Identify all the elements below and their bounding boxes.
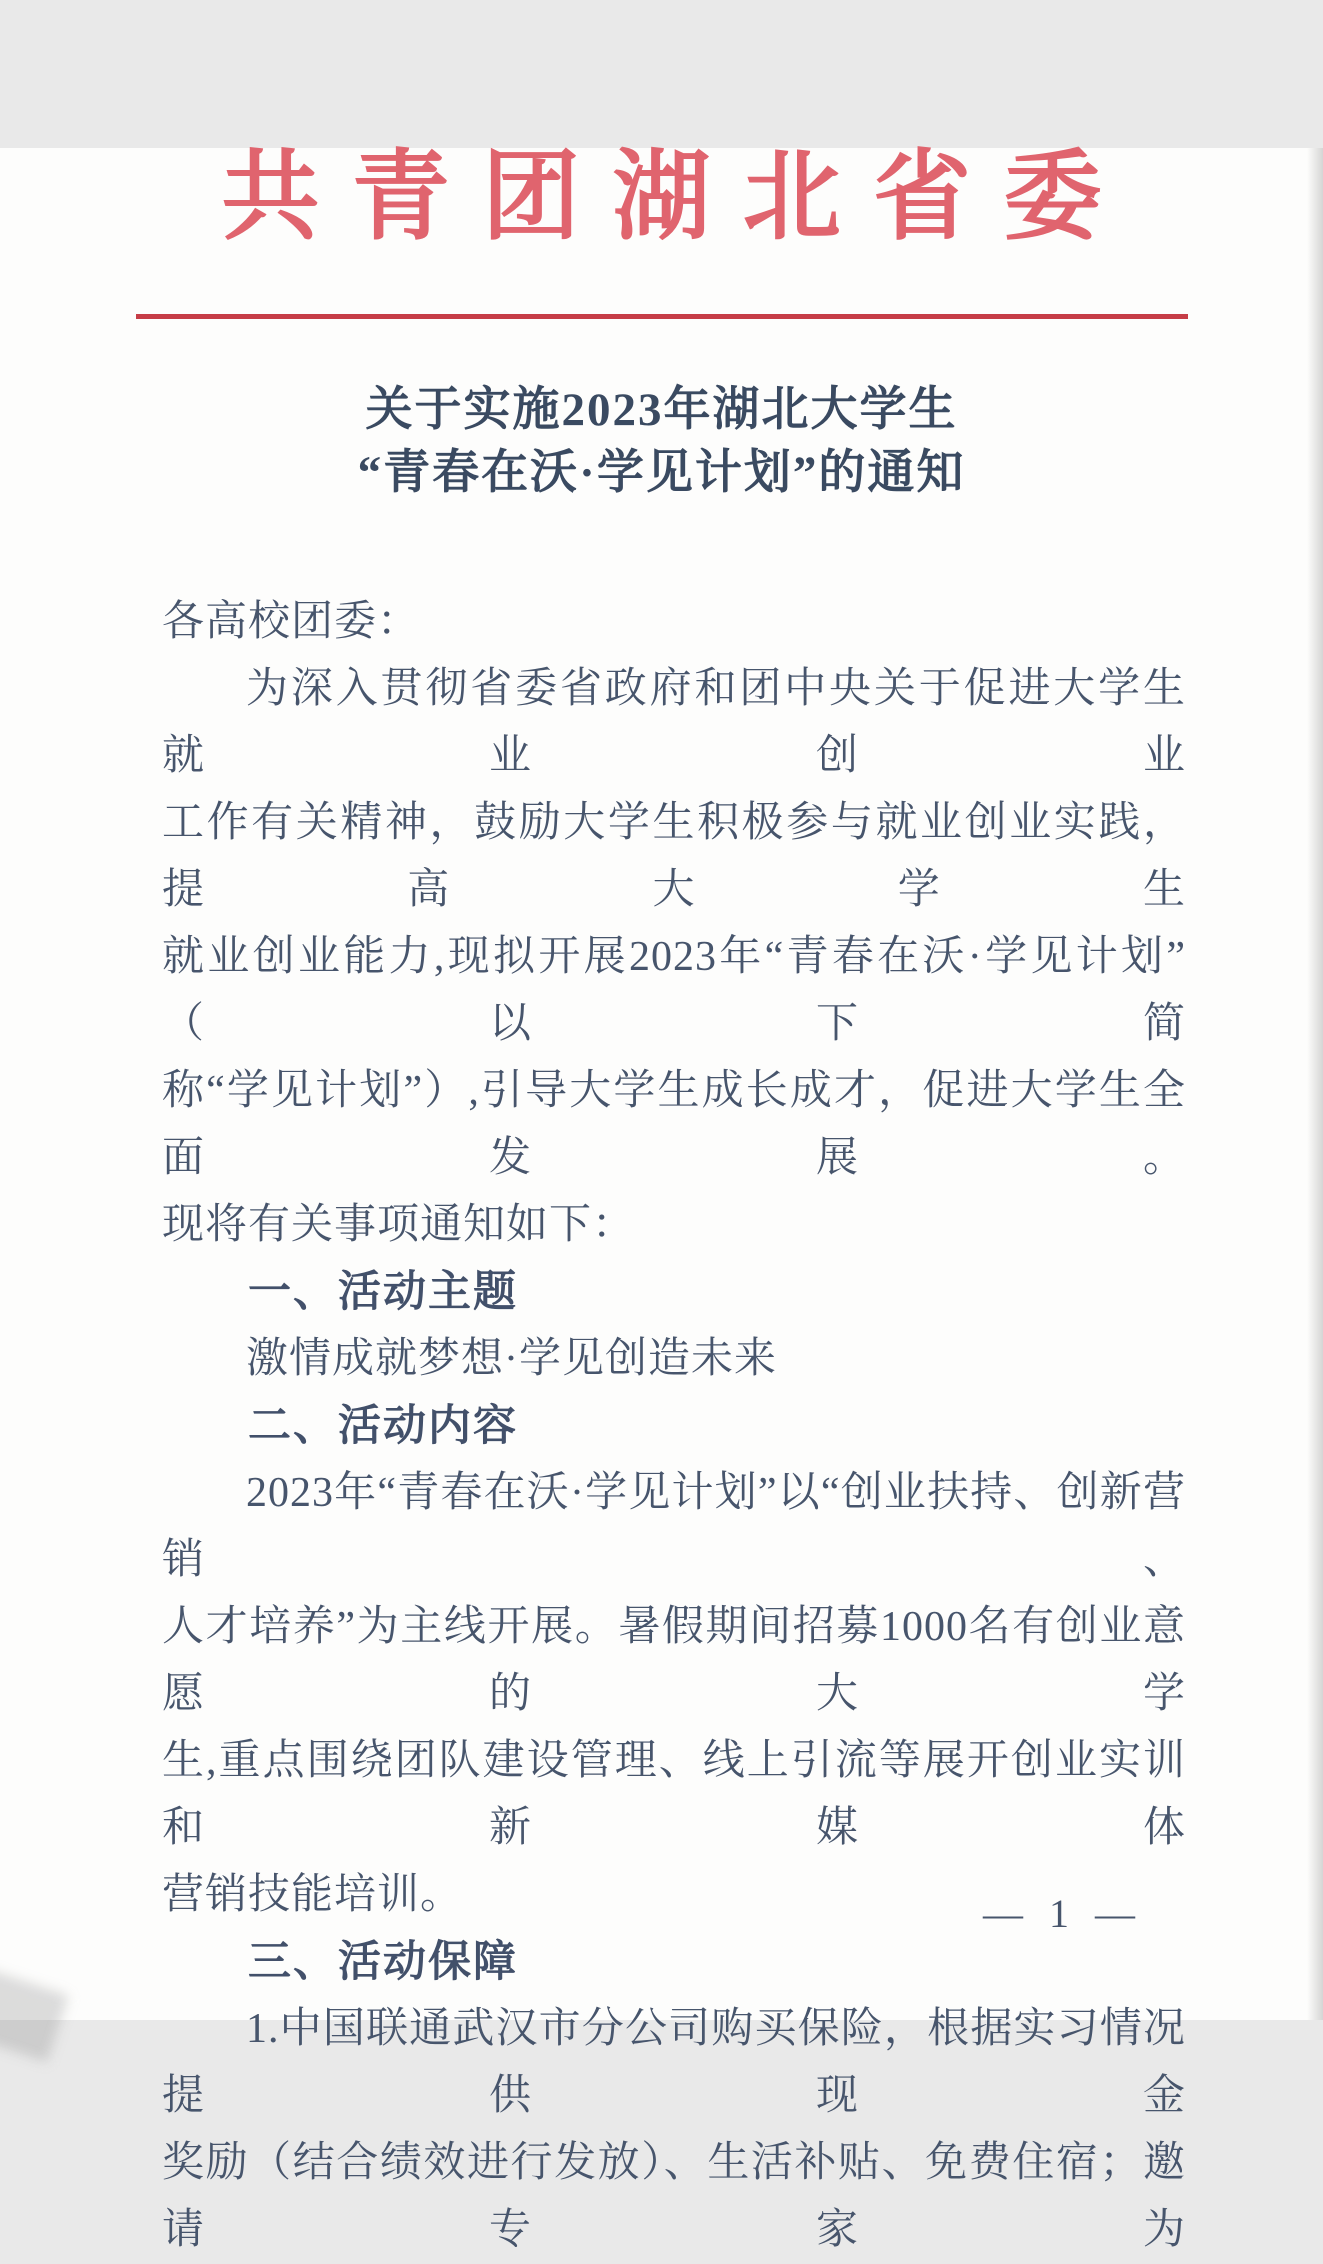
body-line: 人才培养”为主线开展。暑假期间招募1000名有创业意愿的大学: [162, 1603, 1186, 1717]
body-line: 2023年“青春在沃·学见计划”以“创业扶持、创新营销、: [162, 1469, 1186, 1583]
page-number: — 1 —: [983, 1891, 1143, 1936]
document-title-line-1: 关于实施2023年湖北大学生: [365, 383, 958, 436]
section-heading: 三、活动保障: [248, 1937, 518, 1986]
body-line: 各高校团委：: [162, 598, 421, 645]
letterhead-header: [0, 144, 1323, 319]
letterhead-rule: [136, 314, 1188, 319]
body-line: 现将有关事项通知如下：: [162, 1201, 636, 1248]
body-line: 1.中国联通武汉市分公司购买保险，根据实习情况提供现金: [162, 2005, 1186, 2119]
section-heading: 一、活动主题: [248, 1267, 518, 1316]
document-body: [162, 589, 1186, 2264]
section-heading: 二、活动内容: [248, 1401, 518, 1450]
body-line: 称“学见计划”）,引导大学生成长成才，促进大学生全面发展。: [162, 1067, 1186, 1181]
body-line: 生,重点围绕团队建设管理、线上引流等展开创业实训和新媒体: [162, 1737, 1186, 1851]
document-page: [0, 144, 1323, 2253]
body-line: 激情成就梦想·学见创造未来: [246, 1335, 777, 1382]
body-line: 就业创业能力,现拟开展2023年“青春在沃·学见计划”（以下简: [162, 933, 1186, 1047]
body-line: 营销技能培训。: [162, 1871, 464, 1918]
body-line: 为深入贯彻省委省政府和团中央关于促进大学生就业创业: [162, 665, 1186, 779]
body-line: 奖励（结合绩效进行发放）、生活补贴、免费住宿；邀请专家为: [162, 2139, 1186, 2253]
document-title: [0, 379, 1323, 505]
body-line: 工作有关精神，鼓励大学生积极参与就业创业实践，提高大学生: [162, 799, 1186, 913]
document-title-line-2: “青春在沃·学见计划”的通知: [357, 446, 966, 499]
letterhead-org-name: 共青团湖北省委: [221, 144, 1134, 252]
